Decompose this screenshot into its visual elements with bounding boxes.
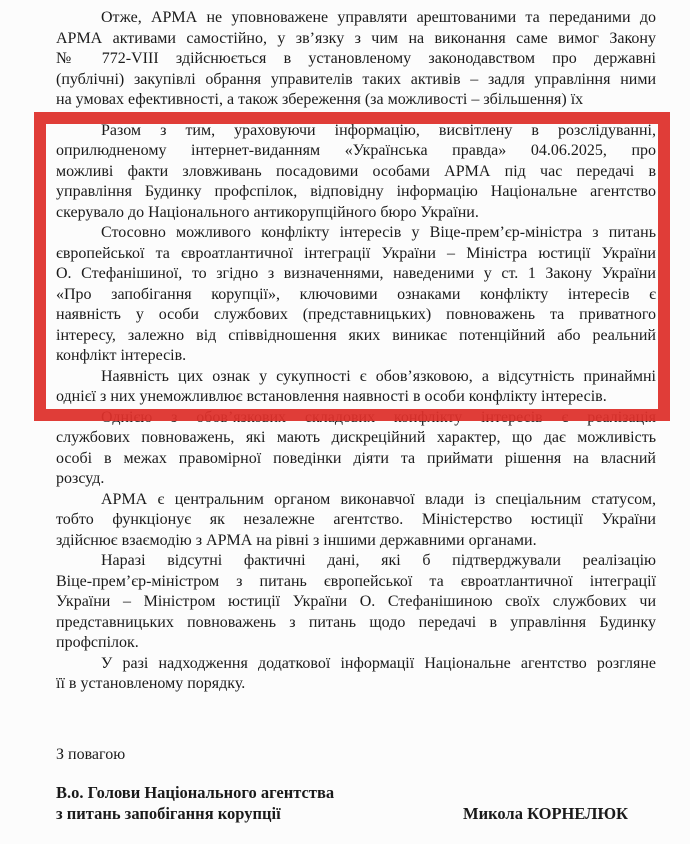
text-line: Однією з обов’язкових складових конфлікту інтересів є реалізація [101,408,656,426]
text-line: Стосовно можливого конфлікту інтересів у Віце-прем’єр-міністра з питань [101,224,656,241]
text-line: України – Міністром юстиції України О. Стефанішиною своїх службових чи [56,593,656,610]
text-line: конфлікт інтересів. [56,347,187,364]
signature-role-line2: з питань запобігання корупції [56,804,281,823]
paragraph [56,654,656,695]
signature-row [56,803,656,824]
text-line: наявність у особи службових (представницьких) повноважень та приватного [56,306,656,323]
paragraph [56,490,656,552]
text-line: оприлюдненому інтернет-виданням «Українська правда» 04.06.2025, про [56,142,656,159]
text-line: Наявність цих ознак у сукупності є обов’язковою, а відсутність принаймні [101,367,656,385]
text-line: «Про запобігання корупції», ключовими ознаками конфлікту інтересів є [56,285,656,303]
paragraph [56,8,656,111]
text-line: розсуд. [56,470,105,487]
text-line: службових повноважень, які мають дискреційний характер, що дає можливість [56,429,656,446]
paragraph [56,551,656,654]
paragraphs [56,8,656,695]
text-line: Наразі відсутні фактичні дані, які б підтверджували реалізацію [101,552,656,569]
text-line: АРМА активами самостійно, у зв’язку з чим на виконання саме вимог Закону [56,29,656,47]
closing-salutation: З повагою [56,745,126,763]
paragraph [56,121,656,224]
signature-block [56,782,656,824]
text-line: АРМА є центральним органом виконавчої влади із спеціальним статусом, [101,490,656,508]
text-line: інтересу, залежно від співвідношення яких виникає потенційний або реальний [56,326,656,344]
text-line: О. Стефанішиної, то згідно з визначеннями, наведеними у ст. 1 Закону України [56,265,656,282]
text-line: профспілок. [56,634,139,651]
text-line: управління Будинку профспілок, відповідну інформацію Національне агентство [56,183,656,200]
text-line: представницьких повноважень з питань щодо передачі в управління Будинку [56,613,656,631]
text-line: на умовах ефективності, а також збереження (за можливості – збільшення) їх [56,91,584,108]
text-line: європейської та євроатлантичної інтеграції України – Міністра юстиції України [56,244,656,262]
document-body [56,8,656,824]
paragraph [56,223,656,367]
paragraph [56,367,656,408]
text-line: скерувало до Національного антикорупційного бюро України. [56,203,479,221]
signature-name: Микола КОРНЕЛЮК [463,804,628,823]
text-line: Віце-прем’єр-міністром з питань європейської та євроатлантичної інтеграції [56,572,656,590]
signature-role-line1: В.о. Голови Національного агентства [56,783,335,802]
text-line: здійснює взаємодію з АРМА на рівні з іншими державними органами. [56,531,537,549]
text-line: (публічні) закупівлі обрання управителів таких активів – задля управління ними [56,70,656,88]
text-line: Отже, АРМА не уповноважене управляти арештованими та переданими до [101,9,656,26]
text-line: Разом з тим, ураховуючи інформацію, висвітлену в розслідуванні, [101,121,656,139]
text-line: однієї з них унеможливлює встановлення наявності в особи конфлікту інтересів. [56,388,607,405]
text-line: У разі надходження додаткової інформації Національне агентство розгляне [101,654,656,672]
text-line: тобто функціонує як незалежне агентство. Міністерство юстиції України [56,511,656,528]
text-line: особі в межах правомірної поведінки діяти та приймати рішення на власний [56,449,656,467]
text-line: № 772-VIII здійснюється в установленому законодавством про державні [56,50,656,67]
text-line: її в установленому порядку. [56,675,246,692]
text-line: можливі факти зловживань посадовими особами АРМА під час передачі в [56,162,656,180]
paragraph [56,408,656,490]
